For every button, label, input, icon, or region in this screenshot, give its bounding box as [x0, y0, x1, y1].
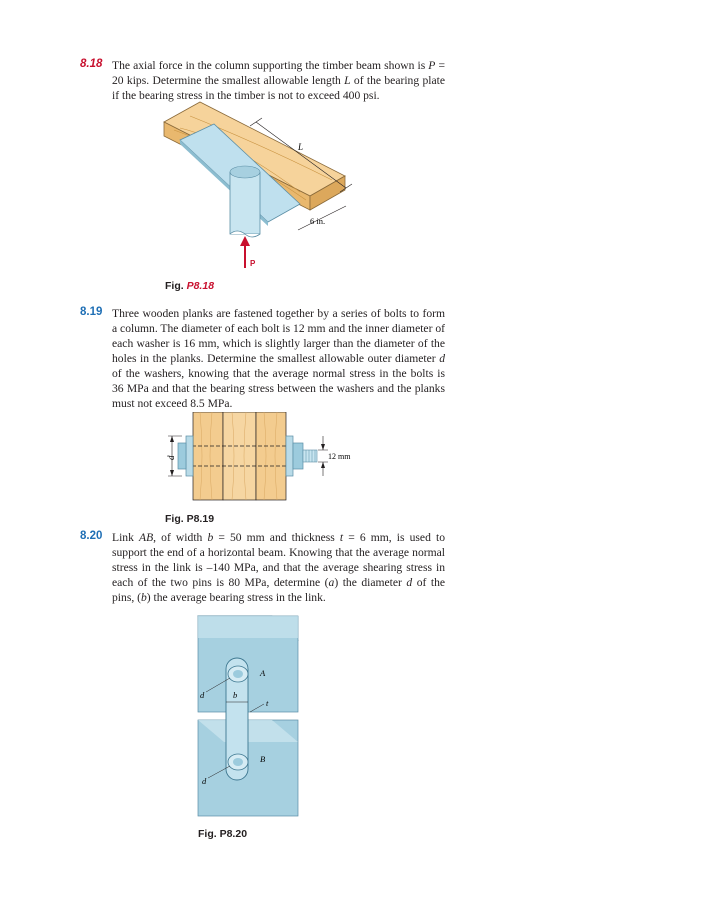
problem-text: Three wooden planks are fastened together by a series of bolts to form a column. The diameter of each bolt is 12 mm and the inner diameter of each washer is 16 mm, which is slightly larger than the diameter of the holes in the planks. Determine the smallest allowable outer diameter d of the washers, knowing that the average normal stress in the bolts is 36 MPa and that the bearing stress between the washers and the planks must not exceed 8.5 MPa.	[112, 307, 445, 410]
label-t: t	[266, 698, 269, 708]
problem-number: 8.20	[80, 530, 103, 542]
figure-p8-19	[160, 412, 360, 504]
problem-text: Link AB, of width b = 50 mm and thickness t = 6 mm, is used to support the end of a horizontal beam. Knowing that the average normal stress in the link is –140 MPa, and that the average shearing stress in each of the two pins is 80 MPa, determine (a) the diameter d of the pins, (b) the average bearing stress in the link.	[112, 531, 446, 604]
label-A: A	[260, 668, 266, 678]
problem-8-18	[80, 58, 445, 103]
label-b: b	[233, 690, 238, 700]
figure-caption-p8-18: Fig. P8.18	[165, 280, 215, 292]
label-P: P	[250, 259, 256, 268]
problem-number: 8.19	[80, 306, 103, 318]
label-d: d	[166, 455, 176, 460]
problem-number: 8.18	[80, 58, 103, 70]
label-B: B	[260, 754, 266, 764]
label-6in: 6 in.	[310, 216, 326, 226]
label-d-upper: d	[200, 690, 205, 700]
problem-text: The axial force in the column supporting the timber beam shown is P = 20 kips. Determine the smallest allowable length L of the bearing plate if the bearing stress in the timber is not to exceed 400 psi.	[112, 59, 445, 102]
label-12mm: 12 mm	[328, 452, 351, 461]
label-L: L	[298, 142, 304, 152]
problem-8-19	[80, 306, 445, 411]
label-d-lower: d	[202, 776, 207, 786]
figure-caption-p8-20: Fig. P8.20	[198, 828, 248, 840]
figure-caption-p8-19: Fig. P8.19	[165, 513, 215, 525]
figure-p8-20	[190, 612, 315, 822]
figure-p8-18	[150, 100, 370, 275]
problem-8-20	[80, 530, 445, 605]
